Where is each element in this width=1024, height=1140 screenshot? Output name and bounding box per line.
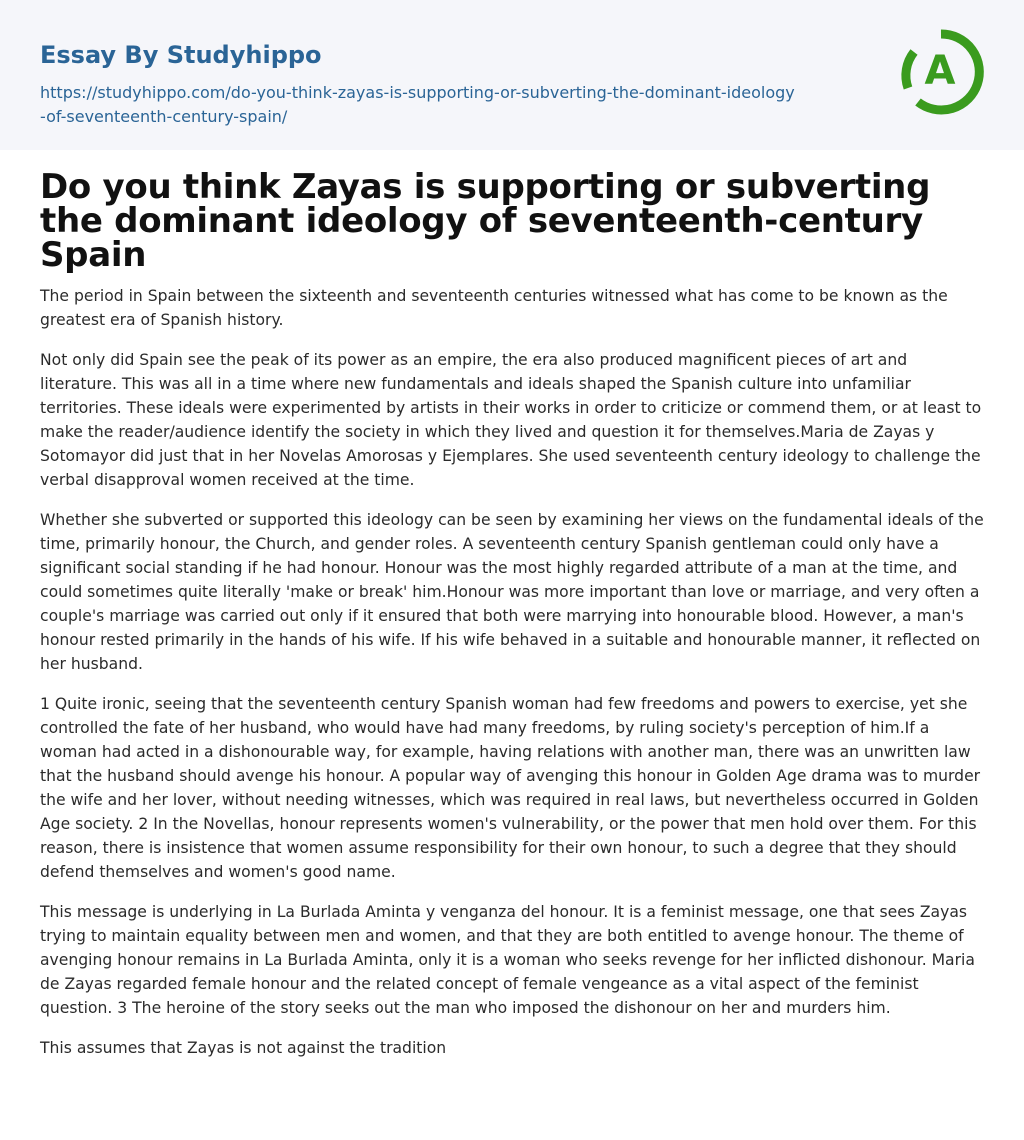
article-paragraph: Not only did Spain see the peak of its power as an empire, the era also produced magnificent pieces of art and literature. This was all in a time where new fundamentals and ideals shaped the Spanish culture into unfamiliar territories. These ideals were experimented by artists in their works in order to criticize or commend them, or at least to make the reader/audience identify the society in which they lived and question it for themselves.Maria de Zayas y Sotomayor did just that in her Novelas Amorosas y Ejemplares. She used seventeenth century ideology to challenge the verbal disapproval women received at the time. (40, 351, 982, 489)
article-paragraph: This assumes that Zayas is not against the tradition (40, 1039, 447, 1057)
article-paragraph: The period in Spain between the sixteenth and seventeenth centuries witnessed what has come to be known as the greatest era of Spanish history. (40, 287, 948, 329)
site-header (0, 0, 1024, 150)
article-paragraph: This message is underlying in La Burlada Aminta y venganza del honour. It is a feminist message, one that sees Zayas trying to maintain equality between men and women, and that they are both entitled to avenge honour. The theme of avenging honour remains in La Burlada Aminta, only it is a woman who seeks revenge for her inflicted dishonour. Maria de Zayas regarded female honour and the related concept of female vengeance as a vital aspect of the feminist question. 3 The heroine of the story seeks out the man who imposed the dishonour on her and murders him. (40, 903, 975, 1017)
article-paragraph: 1 Quite ironic, seeing that the seventeenth century Spanish woman had few freedoms and powers to exercise, yet she controlled the fate of her husband, who would have had many freedoms, by ruling society's perception of him.If a woman had acted in a dishonourable way, for example, having relations with another man, there was an unwritten law that the husband should avenge his honour. A popular way of avenging this honour in Golden Age drama was to murder the wife and her lover, without needing witnesses, which was required in real laws, but nevertheless occurred in Golden Age society. 2 In the Novellas, honour represents women's vulnerability, or the power that men hold over them. For this reason, there is insistence that women assume responsibility for their own honour, to such a degree that they should defend themselves and women's good name. (40, 695, 981, 881)
article-paragraph: Whether she subverted or supported this ideology can be seen by examining her views on the fundamental ideals of the time, primarily honour, the Church, and gender roles. A seventeenth century Spanish gentleman could only have a significant social standing if he had honour. Honour was the most highly regarded attribute of a man at the time, and could sometimes quite literally 'make or break' him.Honour was more important than love or marriage, and very often a couple's marriage was carried out only if it ensured that both were marrying into honourable blood. However, a man's honour rested primarily in the hands of his wife. If his wife behaved in a suitable and honourable manner, it reflected on her husband. (40, 511, 984, 673)
brand-name[interactable]: Essay By Studyhippo (40, 41, 322, 69)
logo-letter: A (924, 48, 956, 94)
source-url-link[interactable]: https://studyhippo.com/do-you-think-zayas-is-supporting-or-subverting-the-dominant-ideology-of-seventeenth-century-spain/ (40, 83, 795, 126)
article-title: Do you think Zayas is supporting or subverting the dominant ideology of seventeenth-century Spain (40, 167, 931, 275)
article (40, 167, 986, 1060)
studyhippo-logo-icon[interactable] (896, 28, 986, 116)
